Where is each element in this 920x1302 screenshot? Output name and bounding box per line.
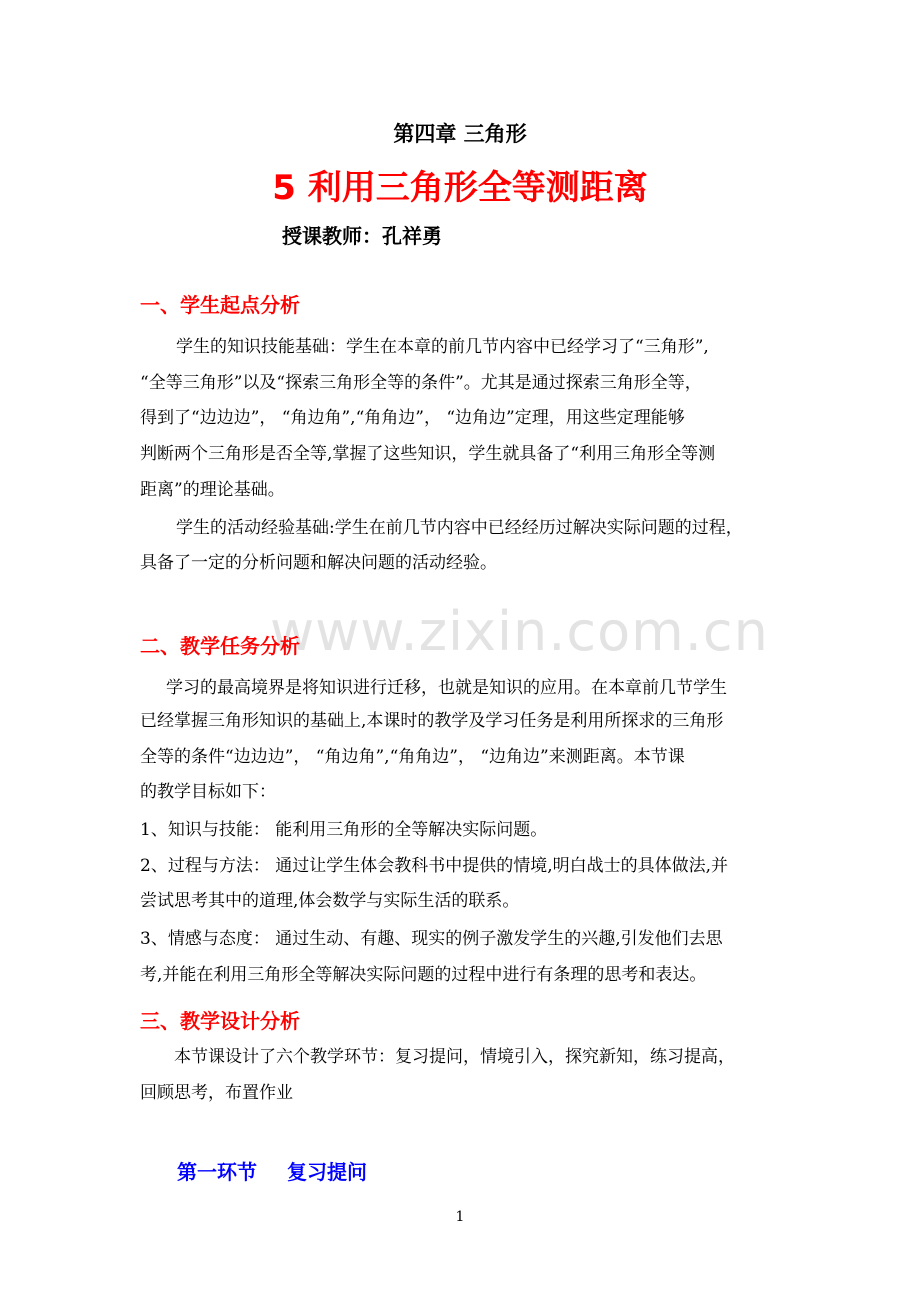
- teacher-line: 授课教师：孔祥勇: [282, 224, 442, 248]
- paragraph-line: 学生的知识技能基础：学生在本章的前几节内容中已经学习了“三角形”,: [176, 337, 709, 357]
- subsection-heading: [177, 1156, 367, 1185]
- paragraph-line: 学习的最高境界是将知识进行迁移，也就是知识的应用。在本章前几节学生: [166, 678, 727, 698]
- section-title-student-analysis: 一、学生起点分析: [140, 293, 300, 317]
- section-title-task-analysis: 二、教学任务分析: [140, 634, 300, 658]
- paragraph-line: “全等三角形”以及“探索三角形全等的条件”。尤其是通过探索三角形全等，: [140, 373, 702, 393]
- page-number: 1: [455, 1209, 465, 1225]
- chapter-heading: 第四章 三角形: [393, 122, 527, 146]
- paragraph-line: 本节课设计了六个教学环节：复习提问，情境引入，探究新知，练习提高，: [174, 1047, 735, 1067]
- paragraph-line: 全等的条件“边边边”， “角边角”,“角角边”， “边角边”来测距离。本节课: [140, 747, 685, 767]
- subsection-label: 第一环节: [177, 1160, 257, 1184]
- objective-line: 尝试思考其中的道理,体会数学与实际生活的联系。: [140, 891, 520, 911]
- section-title-design-analysis: 三、教学设计分析: [140, 1009, 300, 1033]
- objective-line: 2、过程与方法： 通过让学生体会教科书中提供的情境,明白战士的具体做法,并: [140, 856, 729, 876]
- objective-line: 3、情感与态度： 通过生动、有趣、现实的例子激发学生的兴趣,引发他们去思: [140, 929, 723, 949]
- paragraph-line: 的教学目标如下：: [140, 782, 276, 802]
- paragraph-line: 距离”的理论基础。: [140, 480, 285, 500]
- paragraph-line: 具备了一定的分析问题和解决问题的活动经验。: [140, 553, 497, 573]
- paragraph-line: 判断两个三角形是否全等,掌握了这些知识，学生就具备了“利用三角形全等测: [140, 444, 716, 464]
- paragraph-line: 得到了“边边边”， “角边角”,“角角边”， “边角边”定理，用这些定理能够: [140, 408, 685, 428]
- paragraph-line: 学生的活动经验基础:学生在前几节内容中已经经历过解决实际问题的过程，: [176, 518, 743, 538]
- site-watermark: www.zixin.com.cn: [270, 600, 769, 663]
- paragraph-line: 已经掌握三角形知识的基础上,本课时的教学及学习任务是利用所探求的三角形: [140, 711, 724, 731]
- objective-line: 考,并能在利用三角形全等解决实际问题的过程中进行有条理的思考和表达。: [140, 965, 707, 985]
- paragraph-line: 回顾思考，布置作业: [140, 1083, 293, 1103]
- subsection-title: 复习提问: [287, 1160, 367, 1184]
- objective-line: 1、知识与技能： 能利用三角形的全等解决实际问题。: [140, 820, 548, 840]
- lesson-title: 5 利用三角形全等测距离: [272, 168, 648, 208]
